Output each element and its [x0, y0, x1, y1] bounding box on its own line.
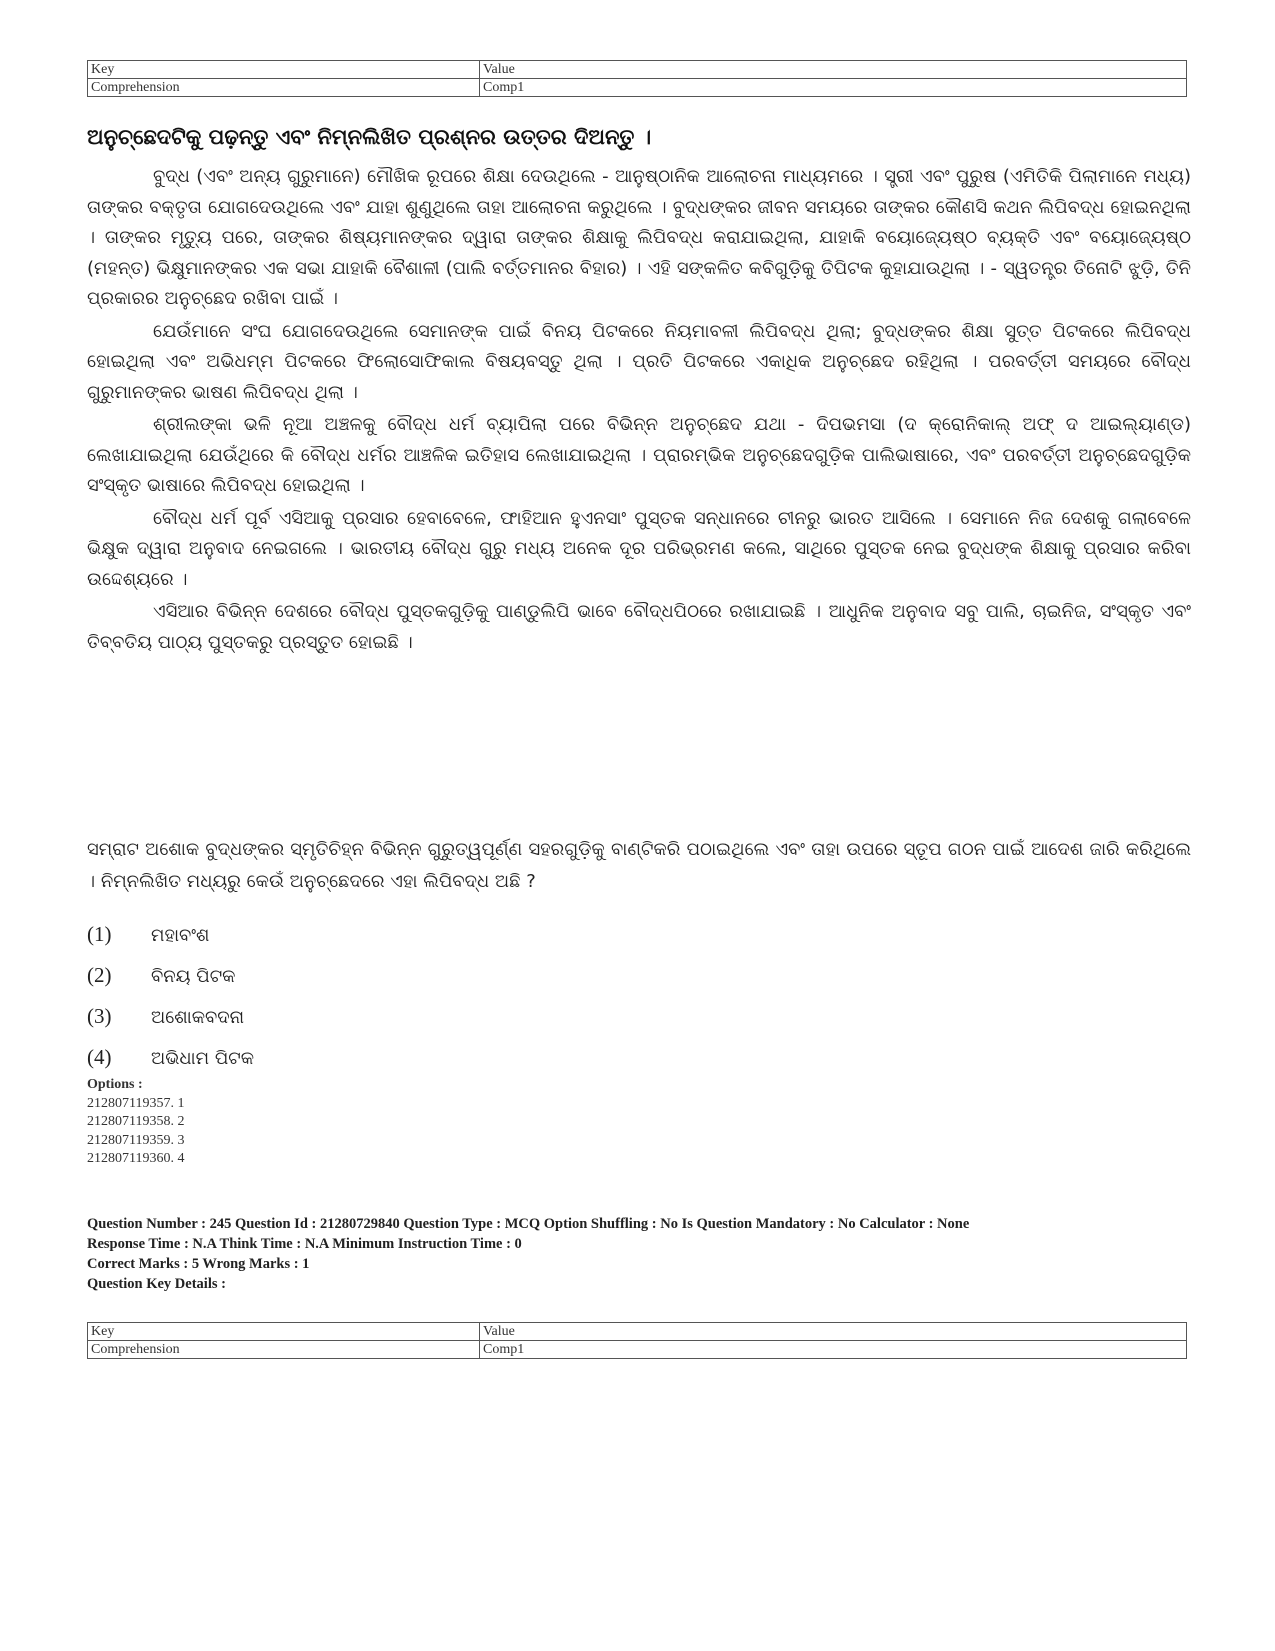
passage-paragraph: ଯେଉଁମାନେ ସଂଘ ଯୋଗଦେଉଥିଲେ ସେମାନଙ୍କ ପାଇଁ ବିନୟ ପିଟକରେ ନିୟମାବଳୀ ଲିପିବଦ୍ଧ ଥିଲା; ବୁଦ୍ଧଙ୍କର ଶିକ୍ଷା ସୁତ୍ତ ପିଟକରେ ଲିପିବଦ୍ଧ ହୋଇଥିଲା ଏବଂ ଅଭିଧମ୍ମ ପିଟକରେ ଫିଲୋସୋଫିକାଲ ବିଷୟବସ୍ତୁ ଥିଲା । ପ୍ରତି ପିଟକରେ ଏକାଧିକ ଅନୁଚ୍ଛେଦ ରହିଥିଲା । ପରବର୍ତ୍ତୀ ସମୟରେ ବୌଦ୍ଧ ଗୁରୁମାନଙ୍କର ଭାଷଣ ଲିପିବଦ୍ଧ ଥିଲା । — [87, 320, 1191, 403]
instruction-heading: ଅନୁଚ୍ଛେଦଟିକୁ ପଢ଼ନ୍ତୁ ଏବଂ ନିମ୍ନଲିଖିତ ପ୍ରଶ୍ନର ଉତ୍ତର ଦିଅନ୍ତୁ । — [87, 125, 652, 149]
choice-text: ଅଭିଧାମ ପିଟକ — [151, 1048, 255, 1069]
table-cell-key: Comprehension — [88, 1341, 480, 1359]
choice-number: (2) — [87, 963, 112, 987]
passage — [87, 162, 1191, 660]
choice-number: (1) — [87, 922, 112, 946]
table-header-row — [88, 1323, 1187, 1341]
passage-paragraph: ବୁଦ୍ଧ (ଏବଂ ଅନ୍ୟ ଗୁରୁମାନେ) ମୌଖିକ ରୂପରେ ଶିକ୍ଷା ଦେଉଥିଲେ - ଆନୁଷ୍ଠାନିକ ଆଲୋଚନା ମାଧ୍ୟମରେ । ସ୍ତ୍ରୀ ଏବଂ ପୁରୁଷ (ଏମିତିକି ପିଲାମାନେ ମଧ୍ୟ) ତାଙ୍କର ବକ୍ତୃତା ଯୋଗଦେଉଥିଲେ ଏବଂ ଯାହା ଶୁଣୁଥିଲେ ତାହା ଆଲୋଚନା କରୁଥିଲେ । ବୁଦ୍ଧଙ୍କର ଜୀବନ ସମୟରେ ତାଙ୍କର କୌଣସି କଥନ ଲିପିବଦ୍ଧ ହୋଇନଥିଲା । ତାଙ୍କର ମୃତ୍ୟୁ ପରେ, ତାଙ୍କର ଶିଷ୍ୟମାନଙ୍କର ଦ୍ୱାରା ତାଙ୍କର ଶିକ୍ଷାକୁ ଲିପିବଦ୍ଧ କରାଯାଇଥିଲା, ଯାହାକି ବୟୋଜ୍ୟେଷ୍ଠ ବ୍ୟକ୍ତି ଏବଂ ବୟୋଜ୍ୟେଷ୍ଠ (ମହନ୍ତ) ଭିକ୍ଷୁମାନଙ୍କର ଏକ ସଭା ଯାହାକି ବୈଶାଳୀ (ପାଲି ବର୍ତ୍ତମାନର ବିହାର) । ଏହି ସଙ୍କଳିତ କବିଗୁଡ଼ିକୁ ତିପିଟକ କୁହାଯାଉଥିଲା । - ସ୍ୱତନ୍ତ୍ର ତିନୋଟି ଝୁଡ଼ି, ତିନି ପ୍ରକାରର ଅନୁଚ୍ଛେଦ ରଖିବା ପାଇଁ । — [87, 166, 1191, 309]
choice-text: ଅଶୋକବଦନା — [151, 1007, 245, 1028]
question-info-line: Question Number : 245 Question Id : 21280729840 Question Type : MCQ Option Shuffling : No Is Question Mandatory : No Calculator : None — [87, 1216, 970, 1232]
table-row — [88, 79, 1187, 97]
choice-item — [87, 1037, 687, 1078]
table-header-row — [88, 61, 1187, 79]
option-id: 212807119357. 1 — [87, 1095, 185, 1111]
answer-choices — [87, 914, 687, 1078]
key-details-label: Question Key Details : — [87, 1276, 226, 1292]
options-list — [87, 1076, 184, 1169]
passage-paragraph: ବୌଦ୍ଧ ଧର୍ମ ପୂର୍ବ ଏସିଆକୁ ପ୍ରସାର ହେବାବେଳେ, ଫାହିଆନ ହୁଏନସାଂ ପୁସ୍ତକ ସନ୍ଧାନରେ ଚୀନରୁ ଭାରତ ଆସିଲେ । ସେମାନେ ନିଜ ଦେଶକୁ ଗଲାବେଳେ ଭିକ୍ଷୁକ ଦ୍ୱାରା ଅନୁବାଦ ନେଇଗଲେ । ଭାରତୀୟ ବୌଦ୍ଧ ଗୁରୁ ମଧ୍ୟ ଅନେକ ଦୂର ପରିଭ୍ରମଣ କଲେ, ସାଥିରେ ପୁସ୍ତକ ନେଇ ବୁଦ୍ଧଙ୍କ ଶିକ୍ଷାକୁ ପ୍ରସାର କରିବା ଉଦ୍ଦେଶ୍ୟରେ । — [87, 507, 1191, 590]
choice-item — [87, 996, 687, 1037]
choice-item — [87, 914, 687, 955]
table-header-key: Key — [88, 1323, 480, 1341]
question-metadata — [87, 1214, 1197, 1294]
key-value-table-bottom — [87, 1322, 1187, 1359]
option-id: 212807119360. 4 — [87, 1151, 185, 1166]
options-label: Options : — [87, 1077, 143, 1092]
passage-paragraph: ଶ୍ରୀଲଙ୍କା ଭଳି ନୂଆ ଅଞ୍ଚଳକୁ ବୌଦ୍ଧ ଧର୍ମ ବ୍ୟାପିଲା ପରେ ବିଭିନ୍ନ ଅନୁଚ୍ଛେଦ ଯଥା - ଦିପଭମସା (ଦ କ୍ରୋନିକାଲ୍ ଅଫ୍ ଦ ଆଇଲ୍ୟାଣ୍ଡ) ଲେଖାଯାଇଥିଲା ଯେଉଁଥିରେ କି ବୌଦ୍ଧ ଧର୍ମର ଆଞ୍ଚଳିକ ଇତିହାସ ଲେଖାଯାଇଥିଲା । ପ୍ରାରମ୍ଭିକ ଅନୁଚ୍ଛେଦଗୁଡ଼ିକ ପାଲିଭାଷାରେ, ଏବଂ ପରବର୍ତ୍ତୀ ଅନୁଚ୍ଛେଦଗୁଡ଼ିକ ସଂସ୍କୃତ ଭାଷାରେ ଲିପିବଦ୍ଧ ହୋଇଥିଲା । — [87, 414, 1191, 496]
choice-item — [87, 955, 687, 996]
table-cell-value: Comp1 — [480, 79, 1187, 97]
timing-info-line: Response Time : N.A Think Time : N.A Minimum Instruction Time : 0 — [87, 1236, 522, 1252]
choice-number: (4) — [87, 1045, 112, 1069]
table-header-value: Value — [480, 1323, 1187, 1341]
table-cell-value: Comp1 — [480, 1341, 1187, 1359]
key-value-table-top — [87, 60, 1187, 97]
table-header-value: Value — [480, 61, 1187, 79]
table-cell-key: Comprehension — [88, 79, 480, 97]
marks-info-line: Correct Marks : 5 Wrong Marks : 1 — [87, 1256, 310, 1272]
table-row — [88, 1341, 1187, 1359]
passage-paragraph: ଏସିଆର ବିଭିନ୍ନ ଦେଶରେ ବୌଦ୍ଧ ପୁସ୍ତକଗୁଡ଼ିକୁ ପାଣ୍ଡୁଲିପି ଭାବେ ବୌଦ୍ଧପିଠରେ ରଖାଯାଇଛି । ଆଧୁନିକ ଅନୁବାଦ ସବୁ ପାଲି, ଚାଇନିଜ, ସଂସ୍କୃତ ଏବଂ ତିବ୍ବତିୟ ପାଠ୍ୟ ପୁସ୍ତକରୁ ପ୍ରସ୍ତୁତ ହୋଇଛି । — [87, 601, 1191, 653]
table-header-key: Key — [88, 61, 480, 79]
choice-number: (3) — [87, 1004, 112, 1028]
option-id: 212807119359. 3 — [87, 1132, 185, 1148]
option-id: 212807119358. 2 — [87, 1114, 185, 1129]
choice-text: ମହାବଂଶ — [151, 925, 210, 946]
choice-text: ବିନୟ ପିଟକ — [151, 966, 236, 987]
question-text: ସମ୍ରାଟ ଅଶୋକ ବୁଦ୍ଧଙ୍କର ସ୍ମୃତିଚିହ୍ନ ବିଭିନ୍ନ ଗୁରୁତ୍ୱପୂର୍ଣ୍ଣ ସହରଗୁଡ଼ିକୁ ବାଣ୍ଟିକରି ପଠାଇଥିଲେ ଏବଂ ତାହା ଉପରେ ସ୍ତୂପ ଗଠନ ପାଇଁ ଆଦେଶ ଜାରି କରିଥିଲେ । ନିମ୍ନଲିଖିତ ମଧ୍ୟରୁ କେଉଁ ଅନୁଚ୍ଛେଦରେ ଏହା ଲିପିବଦ୍ଧ ଅଛି ? — [87, 839, 1191, 892]
